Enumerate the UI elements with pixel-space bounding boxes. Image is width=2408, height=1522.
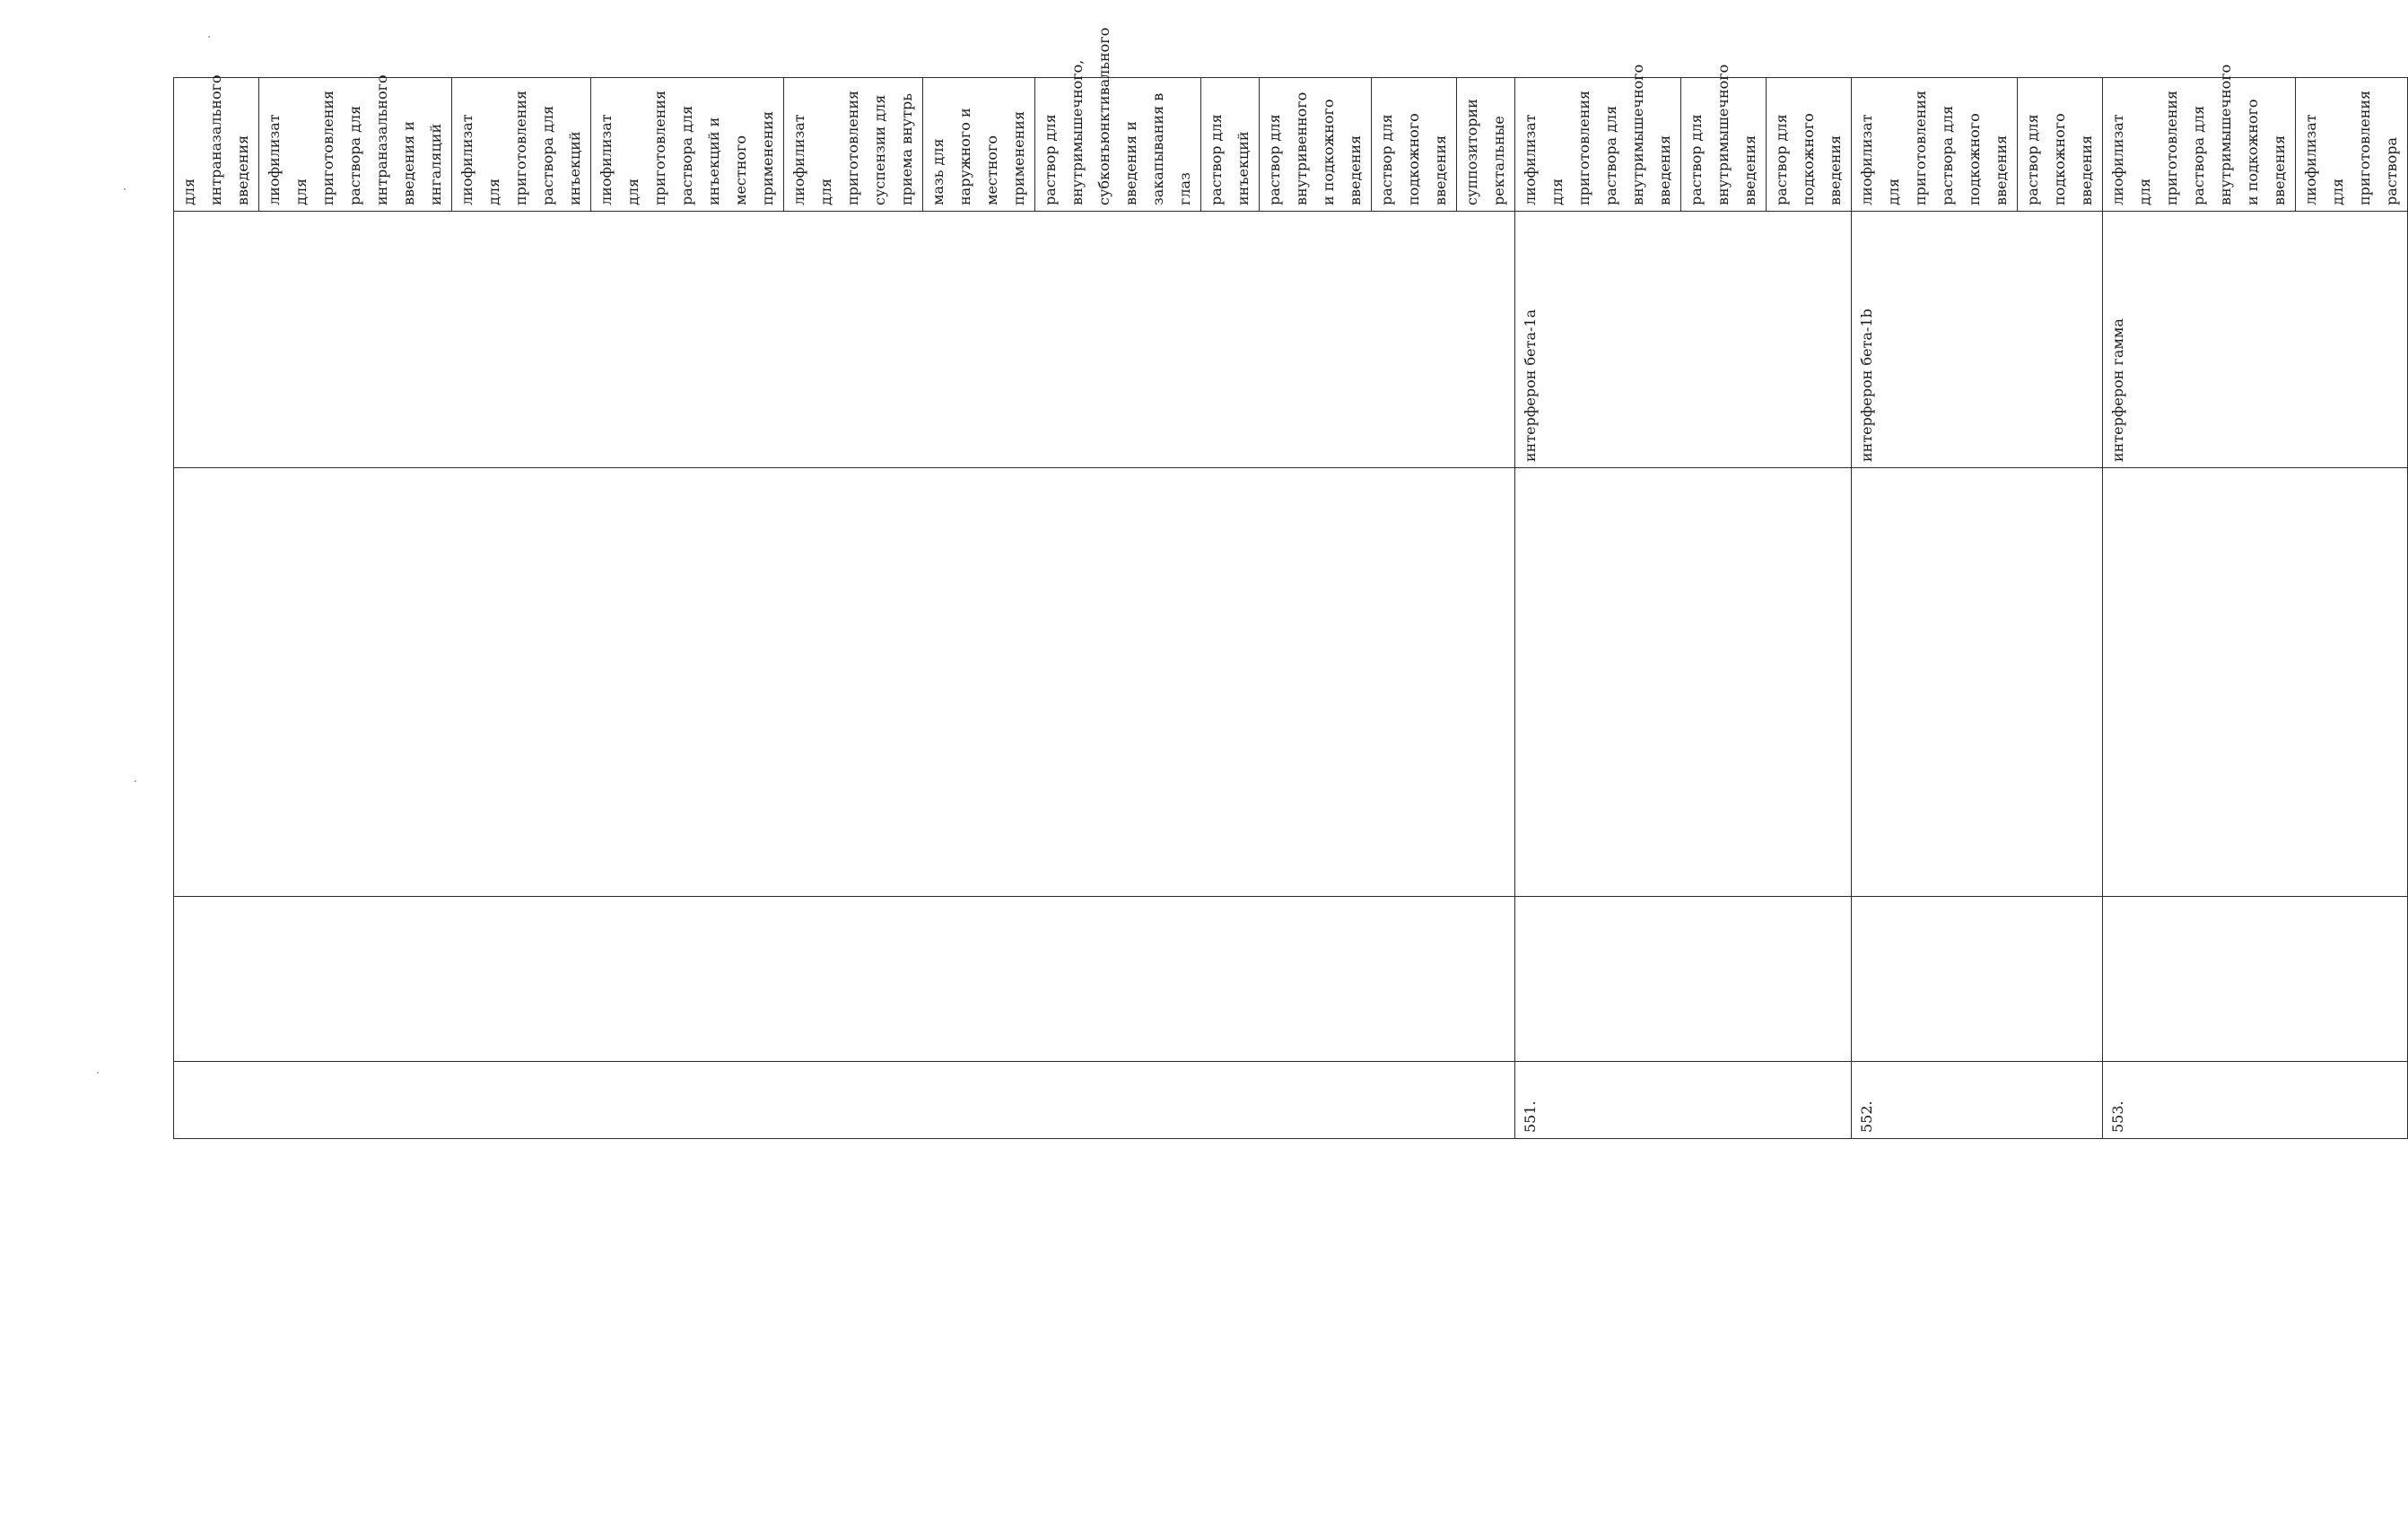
number-cell [174, 1062, 1515, 1139]
row-number: 553. [2103, 1062, 2408, 1139]
dosage-form-cell: для интраназального введения [174, 78, 259, 212]
dosage-form-cell: лиофилизат для приготовления раствора для инъекций и местного применения [591, 78, 784, 212]
dosage-form-cell: раствор для внутривенного и подкожного введения [1260, 78, 1372, 212]
inn-name: интерферон бета-1a [1515, 212, 1852, 468]
dosage-form-cell: раствор для внутримышечного, субконъюнктивального введения и закапывания в глаз [1035, 78, 1201, 212]
dosage-form-cell: мазь для наружного и местного применения [923, 78, 1035, 212]
scan-speck [97, 1072, 99, 1074]
dosage-form-cell: лиофилизат для приготовления раствора для подкожного введения [1852, 78, 2018, 212]
scan-speck [124, 188, 126, 190]
dosage-form-cell: раствор для внутримышечного введения [1681, 78, 1767, 212]
table-row [1852, 78, 2018, 1139]
inn-name: интерферон гамма [2103, 212, 2408, 468]
dosage-form-cell: лиофилизат для приготовления суспензии для приема внутрь [784, 78, 923, 212]
group-cell [174, 468, 1515, 897]
group-cell [1852, 468, 2103, 897]
scan-speck [135, 780, 136, 782]
inn-cell [174, 212, 1515, 468]
table-row [174, 78, 259, 1139]
atc-code-cell [174, 897, 1515, 1062]
table-row [2103, 78, 2296, 1139]
rotated-table-container [173, 27, 2400, 1139]
dosage-form-cell: лиофилизат для приготовления раствора для инъекций [452, 78, 591, 212]
scan-speck [208, 36, 210, 38]
group-cell [2103, 468, 2408, 897]
dosage-form-cell: суппозитории ректальные [1457, 78, 1515, 212]
dosage-form-cell: лиофилизат для приготовления раствора для внутримышечного и подкожного введения [2103, 78, 2296, 212]
row-number: 552. [1852, 1062, 2103, 1139]
atc-code-cell [1852, 897, 2103, 1062]
dosage-form-cell: лиофилизат для приготовления раствора [2296, 78, 2408, 212]
atc-code-cell [2103, 897, 2408, 1062]
dosage-form-cell: раствор для инъекций [1201, 78, 1260, 212]
dosage-form-cell: раствор для подкожного введения [2018, 78, 2103, 212]
dosage-form-cell: лиофилизат для приготовления раствора для интраназального введения и ингаляций [259, 78, 452, 212]
inn-name: интерферон бета-1b [1852, 212, 2103, 468]
group-cell [1515, 468, 1852, 897]
atc-code-cell [1515, 897, 1852, 1062]
dosage-form-cell: лиофилизат для приготовления раствора для внутримышечного введения [1515, 78, 1681, 212]
medicines-register-table [173, 27, 2408, 1139]
row-number: 551. [1515, 1062, 1852, 1139]
dosage-form-cell: раствор для подкожного введения [1767, 78, 1852, 212]
table-row [1515, 78, 1681, 1139]
dosage-form-cell: раствор для подкожного введения [1372, 78, 1457, 212]
